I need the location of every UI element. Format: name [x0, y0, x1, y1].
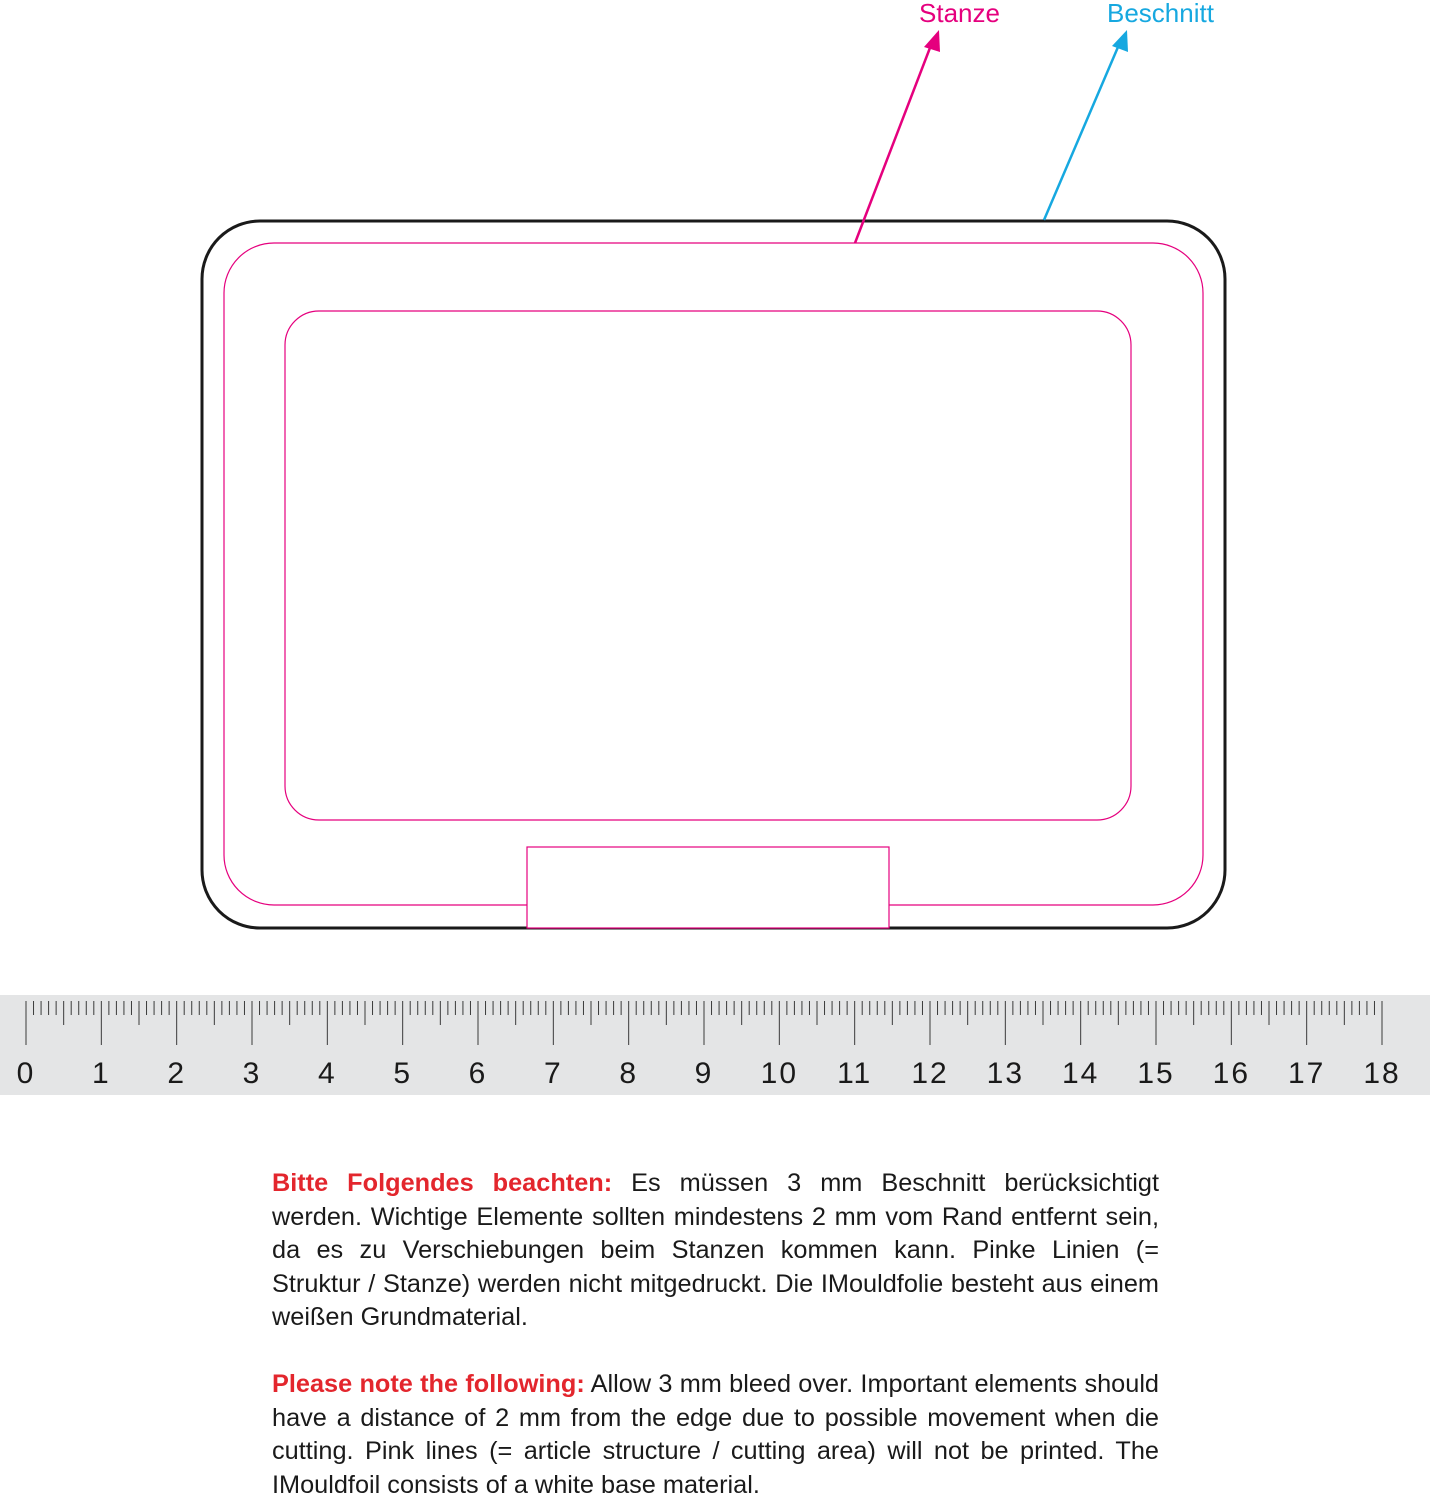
- bleed-outline: [202, 221, 1225, 928]
- ruler-number: 5: [393, 1057, 413, 1090]
- ruler-number: 6: [468, 1057, 488, 1090]
- ruler-number: 15: [1137, 1057, 1175, 1090]
- stanze-label: Stanze: [919, 0, 1000, 28]
- inner-structure-panel: [285, 311, 1131, 820]
- beschnitt-label: Beschnitt: [1107, 0, 1214, 28]
- beschnitt-pointer-line: [1044, 40, 1121, 220]
- ruler-number: 0: [16, 1057, 36, 1090]
- beschnitt-arrowhead: [1112, 30, 1128, 52]
- ruler-number: 11: [837, 1057, 873, 1090]
- ruler-number: 13: [986, 1057, 1025, 1090]
- ruler-number: 18: [1363, 1057, 1401, 1090]
- ruler-number: 12: [911, 1057, 949, 1090]
- ruler-number: 16: [1212, 1057, 1251, 1090]
- ruler-scale: [0, 995, 1430, 1095]
- note-english-body: Allow 3 mm bleed over. Important elements should have a distance of 2 mm from the edge due to possible movement when die cutting. Pink lines (= article structure / cutting area) will not be printed. The IMouldfoil consists of a white base material.: [272, 1370, 1160, 1499]
- ruler-number: 10: [760, 1057, 799, 1090]
- ruler-number: 3: [242, 1057, 262, 1090]
- note-german-heading: Bitte Folgendes beachten:: [272, 1169, 613, 1197]
- note-german: [272, 1167, 1159, 1335]
- stanze-pointer-line: [855, 40, 933, 243]
- ruler: [0, 995, 1430, 1095]
- bottom-tab: [527, 847, 889, 928]
- ruler-numbers: [17, 1057, 1401, 1090]
- die-cut-outline: [224, 243, 1203, 905]
- ruler-number: 2: [167, 1057, 187, 1090]
- ruler-number: 4: [317, 1057, 337, 1090]
- ruler-ticks: [26, 1001, 1382, 1045]
- ruler-number: 1: [91, 1057, 111, 1090]
- note-english: [272, 1368, 1159, 1502]
- note-english-heading: Please note the following:: [272, 1370, 585, 1398]
- ruler-number: 14: [1061, 1057, 1100, 1090]
- stanze-arrowhead: [924, 30, 940, 52]
- ruler-number: 9: [694, 1057, 714, 1090]
- ruler-number: 8: [619, 1057, 639, 1090]
- ruler-number: 17: [1287, 1057, 1326, 1090]
- ruler-number: 7: [543, 1057, 563, 1090]
- note-german-body: Es müssen 3 mm Beschnitt berücksichtigt werden. Wichtige Elemente sollten mindestens 2 mm vom Rand entfernt sein, da es zu Verschiebungen beim Stanzen kommen kann. Pinke Linien (= Struktur / Stanze) werden nicht mitgedruckt. Die IMouldfolie besteht aus einem weißen Grundmaterial.: [272, 1169, 1160, 1331]
